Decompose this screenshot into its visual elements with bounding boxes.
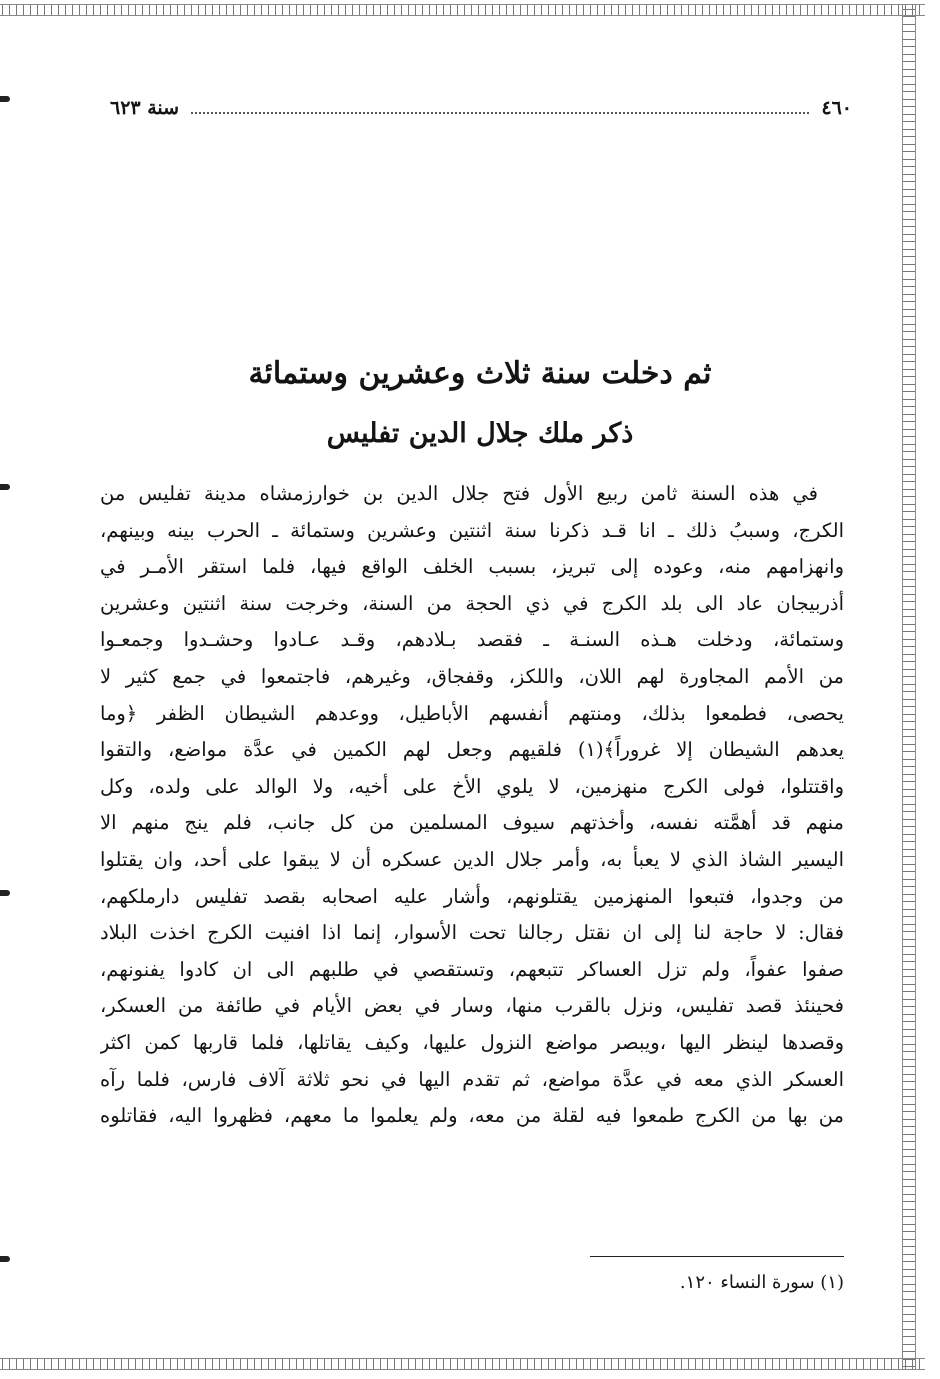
page-number: ٤٦٠ — [821, 97, 852, 119]
body-line: العسكر الذي معه في عدَّة مواضع، ثم تقدم اليها في نحو ثلاثة آلاف فارس، فلما رآه — [100, 1067, 844, 1091]
body-line: صفوا عفواً، ولم تزل العساكر تتبعهم، وتستقصي في طلبهم الى ان كادوا يفنونهم، — [100, 957, 844, 981]
body-line: فقال: لا حاجة لنا إلى ان نقتل رجالنا تحت الأسوار، إنما اذا افنيت الكرج اخذت البلاد — [100, 921, 844, 945]
year-entry-heading: ثم دخلت سنة ثلاث وعشرين وستمائة — [248, 356, 712, 391]
leader-dots — [191, 112, 809, 114]
binding-mark — [0, 1256, 10, 1262]
section-title: ذكر ملك جلال الدين تفليس — [326, 418, 634, 449]
footnote-separator — [590, 1256, 844, 1257]
body-line: وقصدها لينظر اليها ،ويبصر مواضع النزول عليها، وكيف يقاتلها، فلما قاربها كمن اكثر — [100, 1030, 844, 1054]
running-head — [110, 94, 852, 122]
binding-mark — [0, 484, 10, 490]
body-line: وانهزامهم منه، وعوده إلى تبريز، بسبب الخلف الواقع فيها، فلما استقر الأمـر في — [100, 555, 844, 579]
right-decorative-border — [902, 4, 916, 1370]
body-line: واقتتلوا، فولى الكرج منهزمين، لا يلوي الأخ على أخيه، ولا الوالد على ولده، وكل — [100, 774, 844, 798]
body-line: يحصى، فطمعوا بذلك، ومنتهم أنفسهم الأباطيل، ووعدهم الشيطان الظفر ﴿وما — [100, 701, 844, 725]
body-text — [100, 476, 844, 1135]
bottom-decorative-border — [0, 1358, 925, 1370]
body-line: يعدهم الشيطان إلا غروراً﴾(١) فلقيهم وجعل لهم الكمين في عدَّة مواضع، والتقوا — [100, 738, 844, 762]
body-line: أذربيجان عاد الى بلد الكرج في ذي الحجة من السنة، وخرجت سنة اثنتين وعشرين — [100, 591, 844, 615]
binding-mark — [0, 96, 10, 102]
body-line: منهم قد أهمَّته نفسه، وأخذتهم سيوف المسلمين من كل جانب، فلم ينج منهم الا — [100, 811, 844, 835]
body-line: فحينئذ قصد تفليس، ونزل بالقرب منها، وسار في بعض الأيام في طائفة من العسكر، — [100, 994, 844, 1018]
binding-mark — [0, 890, 10, 896]
body-line: في هذه السنة ثامن ربيع الأول فتح جلال الدين بن خوارزمشاه مدينة تفليس من — [100, 482, 819, 505]
body-line: الكرج، وسببُ ذلك ـ انا قـد ذكرنا سنة اثنتين وعشرين وستمائة ـ الحرب بينه وبينهم، — [100, 518, 844, 542]
body-line: اليسير الشاذ الذي لا يعبأ به، وأمر جلال الدين عسكره أن لا يبقوا على أحد، وان يقتلوا — [100, 847, 844, 871]
footnote: (١) سورة النساء ١٢٠. — [679, 1272, 844, 1293]
year-label: سنة ٦٢٣ — [110, 97, 180, 119]
body-line: من بها من الكرج طمعوا فيه لقلة من معه، ولم يعلموا ما معهم، فظهروا اليه، فقاتلوه — [100, 1104, 844, 1128]
body-line: وستمائة، ودخلت هـذه السنـة ـ فقصد بـلادهم، وقـد عـادوا وحشـدوا وجمعـوا — [100, 628, 844, 652]
top-decorative-border — [0, 4, 925, 16]
body-line: من وجدوا، فتبعوا المنهزمين يقتلونهم، وأشار عليه اصحابه بقصد تفليس دارملكهم، — [100, 884, 844, 908]
body-line: من الأمم المجاورة لهم اللان، واللكز، وقفجاق، وغيرهم، فاجتمعوا في جمع كثير لا — [100, 664, 844, 688]
